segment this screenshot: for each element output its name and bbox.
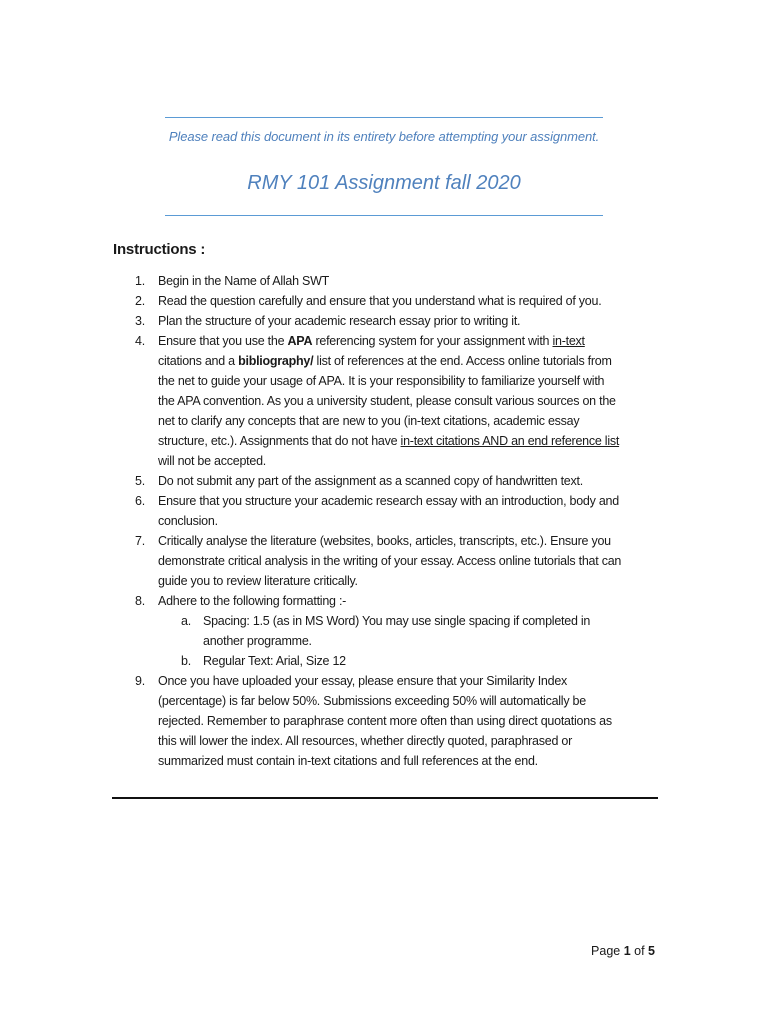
- item-text: Begin in the Name of Allah SWT: [158, 274, 330, 288]
- item-text: rejected. Remember to paraphrase content more often than using direct quotations as: [158, 714, 612, 728]
- title-divider: [165, 215, 603, 216]
- item-text: Adhere to the following formatting :-: [158, 594, 347, 608]
- item-number: 3.: [135, 314, 145, 328]
- apa-emphasis: APA: [287, 334, 313, 348]
- item-text: will not be accepted.: [158, 454, 267, 468]
- reference-requirement-underlined: in-text citations AND an end reference list: [400, 434, 620, 448]
- intro-note: Please read this document in its entirety before attempting your assignment.: [168, 129, 600, 144]
- item-text: citations and a bibliography/ list of references at the end. Access online tutorials from: [158, 354, 612, 368]
- item-text: this will lower the index. All resources, whether directly quoted, paraphrased or: [158, 734, 572, 748]
- in-text-underlined: in-text: [552, 334, 585, 348]
- item-text: Ensure that you structure your academic research essay with an introduction, body and: [158, 494, 619, 508]
- item-text: Plan the structure of your academic research essay prior to writing it.: [158, 314, 521, 328]
- sub-item-letter: a.: [181, 614, 191, 628]
- item-number: 7.: [135, 534, 145, 548]
- top-divider: [165, 117, 603, 118]
- bibliography-emphasis: bibliography/: [238, 354, 314, 368]
- item-text: Critically analyse the literature (websites, books, articles, transcripts, etc.). Ensure you: [158, 534, 611, 548]
- item-text: Read the question carefully and ensure that you understand what is required of you.: [158, 294, 602, 308]
- item-number: 9.: [135, 674, 145, 688]
- item-text: summarized must contain in-text citations and full references at the end.: [158, 754, 538, 768]
- item-text: net to clarify any concepts that are new to you (in-text citations, academic essay: [158, 414, 580, 428]
- page-number: Page 1 of 5: [591, 944, 655, 958]
- item-text: the APA convention. As you a university student, please consult various sources on the: [158, 394, 616, 408]
- item-number: 2.: [135, 294, 145, 308]
- item-number: 1.: [135, 274, 145, 288]
- item-text: demonstrate critical analysis in the writing of your essay. Access online tutorials that can: [158, 554, 622, 568]
- item-number: 6.: [135, 494, 145, 508]
- item-text: guide you to review literature critically.: [158, 574, 358, 588]
- item-text: structure, etc.). Assignments that do not have in-text citations AND an end reference list: [158, 434, 620, 448]
- sub-item-text: Regular Text: Arial, Size 12: [203, 654, 346, 668]
- item-text: conclusion.: [158, 514, 218, 528]
- sub-item-text: another programme.: [203, 634, 312, 648]
- sub-item-text: Spacing: 1.5 (as in MS Word) You may use single spacing if completed in: [203, 614, 591, 628]
- item-text: (percentage) is far below 50%. Submissions exceeding 50% will automatically be: [158, 694, 586, 708]
- document-title: RMY 101 Assignment fall 2020: [247, 172, 521, 194]
- item-number: 5.: [135, 474, 145, 488]
- sub-item-letter: b.: [181, 654, 191, 668]
- section-divider: [112, 797, 658, 799]
- instructions-heading: Instructions :: [113, 241, 206, 258]
- item-text: Once you have uploaded your essay, please ensure that your Similarity Index: [158, 674, 568, 688]
- item-text: Do not submit any part of the assignment as a scanned copy of handwritten text.: [158, 474, 583, 488]
- item-text: the net to guide your usage of APA. It is your responsibility to familiarize yourself with: [158, 374, 605, 388]
- item-text: Ensure that you use the APA referencing system for your assignment with in-text: [158, 334, 585, 348]
- item-number: 8.: [135, 594, 145, 608]
- item-number: 4.: [135, 334, 145, 348]
